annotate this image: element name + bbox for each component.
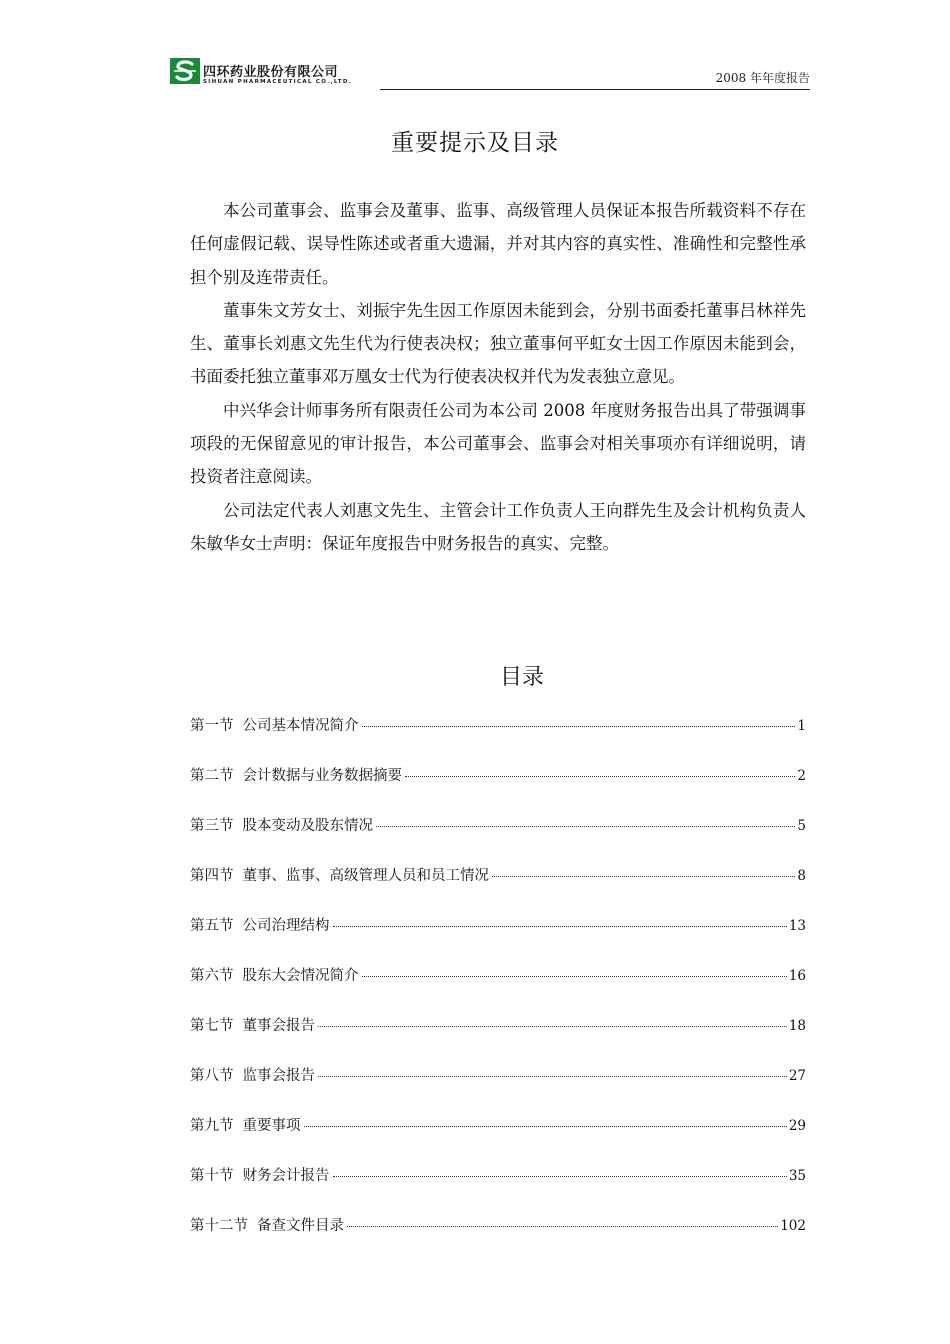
report-label: 2008 年年度报告 (715, 71, 810, 85)
toc-section-number: 第九节 (190, 1118, 234, 1134)
toc-item[interactable] (190, 1214, 806, 1264)
toc-leader-dots (318, 1076, 787, 1077)
toc-section-title: 股本变动及股东情况 (242, 818, 373, 834)
notice-body (190, 194, 806, 560)
toc-section-title: 董事、监事、高级管理人员和员工情况 (242, 868, 489, 884)
toc-page-number: 13 (788, 918, 806, 934)
toc-leader-dots (492, 876, 795, 877)
toc-page-number: 5 (797, 818, 806, 834)
toc-page-number: 35 (788, 1168, 806, 1184)
notice-paragraph: 董事朱文芳女士、刘振宇先生因工作原因未能到会，分别书面委托董事吕林祥先生、董事长刘惠文先生代为行使表决权；独立董事何平虹女士因工作原因未能到会，书面委托独立董事邓万凰女士代为行使表决权并代为发表独立意见。 (190, 300, 806, 387)
toc-item[interactable] (190, 1014, 806, 1064)
toc-section-number: 第四节 (190, 868, 234, 884)
company-name-cn: 四环药业股份有限公司 (203, 65, 339, 80)
toc-section-number: 第十二节 (190, 1218, 248, 1234)
notice-paragraph: 中兴华会计师事务所有限责任公司为本公司 2008 年度财务报告出具了带强调事项段的无保留意见的审计报告，本公司董事会、监事会对相关事项亦有详细说明，请投资者注意阅读。 (190, 400, 806, 487)
toc-leader-dots (333, 1176, 787, 1177)
toc-page-number: 29 (788, 1118, 806, 1134)
toc-section-number: 第二节 (190, 768, 234, 784)
toc-section-title: 公司治理结构 (242, 918, 330, 934)
toc-section-title: 董事会报告 (242, 1018, 315, 1034)
company-name-en: SIHUAN PHARMACEUTICAL CO.,LTD. (203, 79, 353, 85)
toc-item[interactable] (190, 764, 806, 814)
toc-title: 目录 (499, 665, 544, 690)
page-title: 重要提示及目录 (391, 130, 559, 156)
toc-leader-dots (405, 776, 795, 777)
toc-leader-dots (362, 726, 796, 727)
company-logo-icon (170, 58, 200, 84)
toc-item[interactable] (190, 964, 806, 1014)
toc-leader-dots (318, 1026, 787, 1027)
toc-page-number: 16 (788, 968, 806, 984)
toc-page-number: 18 (788, 1018, 806, 1034)
notice-paragraph: 公司法定代表人刘惠文先生、主管会计工作负责人王向群先生及会计机构负责人朱敏华女士声明：保证年度报告中财务报告的真实、完整。 (190, 500, 806, 553)
page-header (170, 56, 810, 90)
toc-page-number: 27 (788, 1068, 806, 1084)
toc-item[interactable] (190, 714, 806, 764)
toc-page-number: 8 (797, 868, 806, 884)
toc-section-title: 财务会计报告 (242, 1168, 330, 1184)
toc-leader-dots (304, 1126, 787, 1127)
toc-section-number: 第五节 (190, 918, 234, 934)
toc-section-title: 股东大会情况简介 (242, 968, 359, 984)
toc-page-number: 1 (797, 718, 806, 734)
toc-section-number: 第三节 (190, 818, 234, 834)
toc-section-title: 监事会报告 (242, 1068, 315, 1084)
toc-item[interactable] (190, 814, 806, 864)
toc-section-title: 公司基本情况简介 (242, 718, 359, 734)
toc-leader-dots (362, 976, 787, 977)
table-of-contents (190, 714, 806, 1264)
toc-leader-dots (347, 1226, 778, 1227)
toc-item[interactable] (190, 1164, 806, 1214)
notice-paragraph: 本公司董事会、监事会及董事、监事、高级管理人员保证本报告所载资料不存在任何虚假记载、误导性陈述或者重大遗漏，并对其内容的真实性、准确性和完整性承担个别及连带责任。 (190, 201, 806, 287)
toc-item[interactable] (190, 1114, 806, 1164)
toc-section-title: 备查文件目录 (257, 1218, 344, 1234)
toc-page-number: 102 (780, 1218, 806, 1234)
toc-leader-dots (376, 826, 795, 827)
toc-item[interactable] (190, 1064, 806, 1114)
toc-section-title: 重要事项 (242, 1118, 301, 1134)
toc-item[interactable] (190, 914, 806, 964)
header-divider (380, 89, 810, 90)
toc-leader-dots (333, 926, 787, 927)
toc-section-number: 第七节 (190, 1018, 234, 1034)
toc-item[interactable] (190, 864, 806, 914)
toc-section-number: 第六节 (190, 968, 234, 984)
toc-section-title: 会计数据与业务数据摘要 (242, 768, 402, 784)
toc-page-number: 2 (797, 768, 806, 784)
toc-section-number: 第八节 (190, 1068, 234, 1084)
toc-section-number: 第十节 (190, 1168, 234, 1184)
toc-section-number: 第一节 (190, 718, 234, 734)
